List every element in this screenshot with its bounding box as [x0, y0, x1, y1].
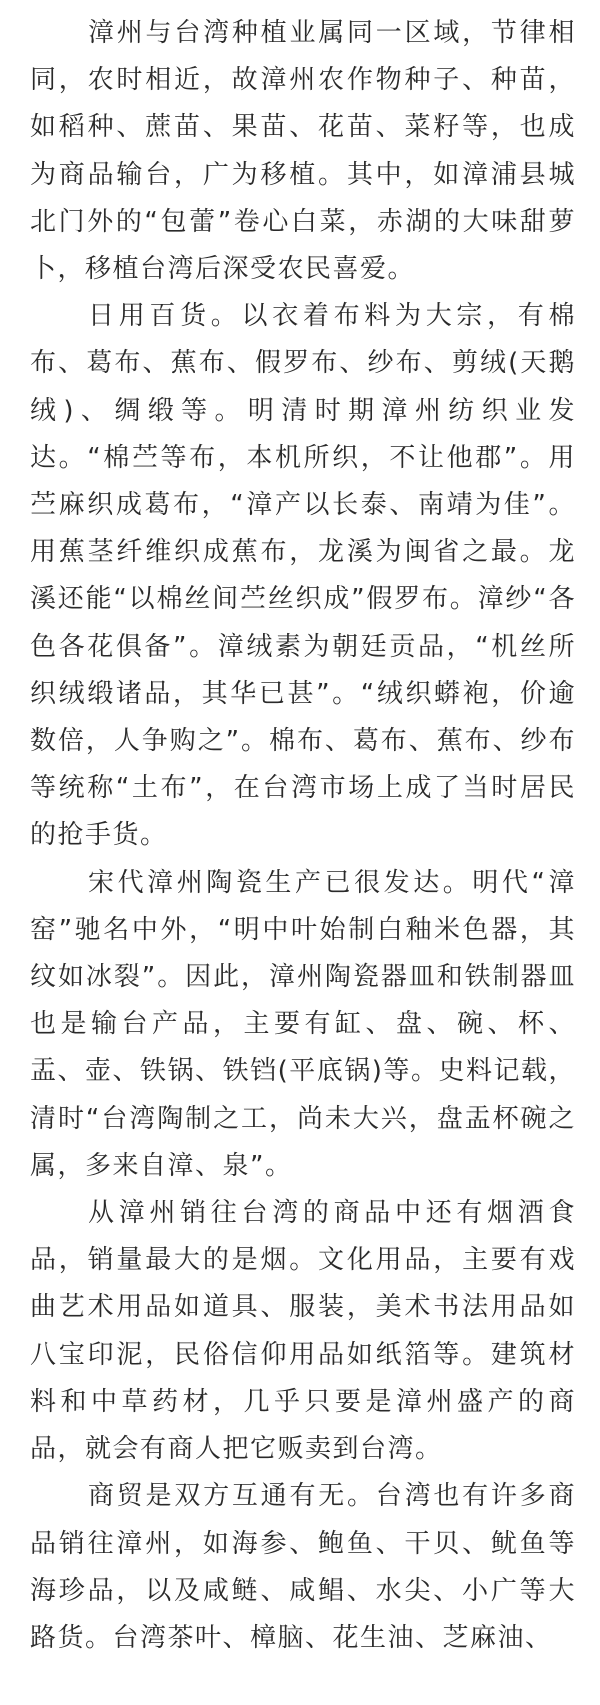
paragraph-daily-goods: 日用百货。以衣着布料为大宗，有棉布、葛布、蕉布、假罗布、纱布、剪绒(天鹅绒)、绸缎等。明清时期漳州纺织业发达。“棉苎等布，本机所织，不让他郡”。用苎麻织成葛布，“漳产以长泰、南靖为佳”。用蕉茎纤维织成蕉布，龙溪为闽省之最。龙溪还能“以棉丝间苎丝织成”假罗布。漳纱“各色各花俱备”。漳绒素为朝廷贡品，“机丝所织绒缎诸品，其华已甚”。“绒织蟒袍，价逾数倍，人争购之”。棉布、葛布、蕉布、纱布等统称“土布”，在台湾市场上成了当时居民的抢手货。 [30, 301, 576, 851]
paragraph-seed-trade: 漳州与台湾种植业属同一区域，节律相同，农时相近，故漳州农作物种子、种苗，如稻种、蔗苗、果苗、花苗、菜籽等，也成为商品输台，广为移植。其中，如漳浦县城北门外的“包蕾”卷心白菜，赤湖的大味甜萝卜，移植台湾后深受农民喜爱。 [30, 18, 576, 285]
paragraph-ceramics: 宋代漳州陶瓷生产已很发达。明代“漳窑”驰名中外，“明中叶始制白釉米色器，其纹如冰裂”。因此，漳州陶瓷器皿和铁制器皿也是输台产品，主要有缸、盘、碗、杯、盂、壶、铁锅、铁铛(平底锅)等。史料记载，清时“台湾陶制之工，尚未大兴，盘盂杯碗之属，多来自漳、泉”。 [30, 867, 576, 1181]
paragraph-other-goods: 从漳州销往台湾的商品中还有烟酒食品，销量最大的是烟。文化用品，主要有戏曲艺术用品如道具、服装，美术书法用品如八宝印泥，民俗信仰用品如纸箔等。建筑材料和中草药材，几乎只要是漳州盛产的商品，就会有商人把它贩卖到台湾。 [30, 1198, 576, 1465]
paragraph-mutual-trade: 商贸是双方互通有无。台湾也有许多商品销往漳州，如海参、鲍鱼、干贝、鱿鱼等海珍品，以及咸鲢、咸鲳、水尖、小广等大路货。台湾茶叶、樟脑、花生油、芝麻油、 [30, 1481, 576, 1653]
